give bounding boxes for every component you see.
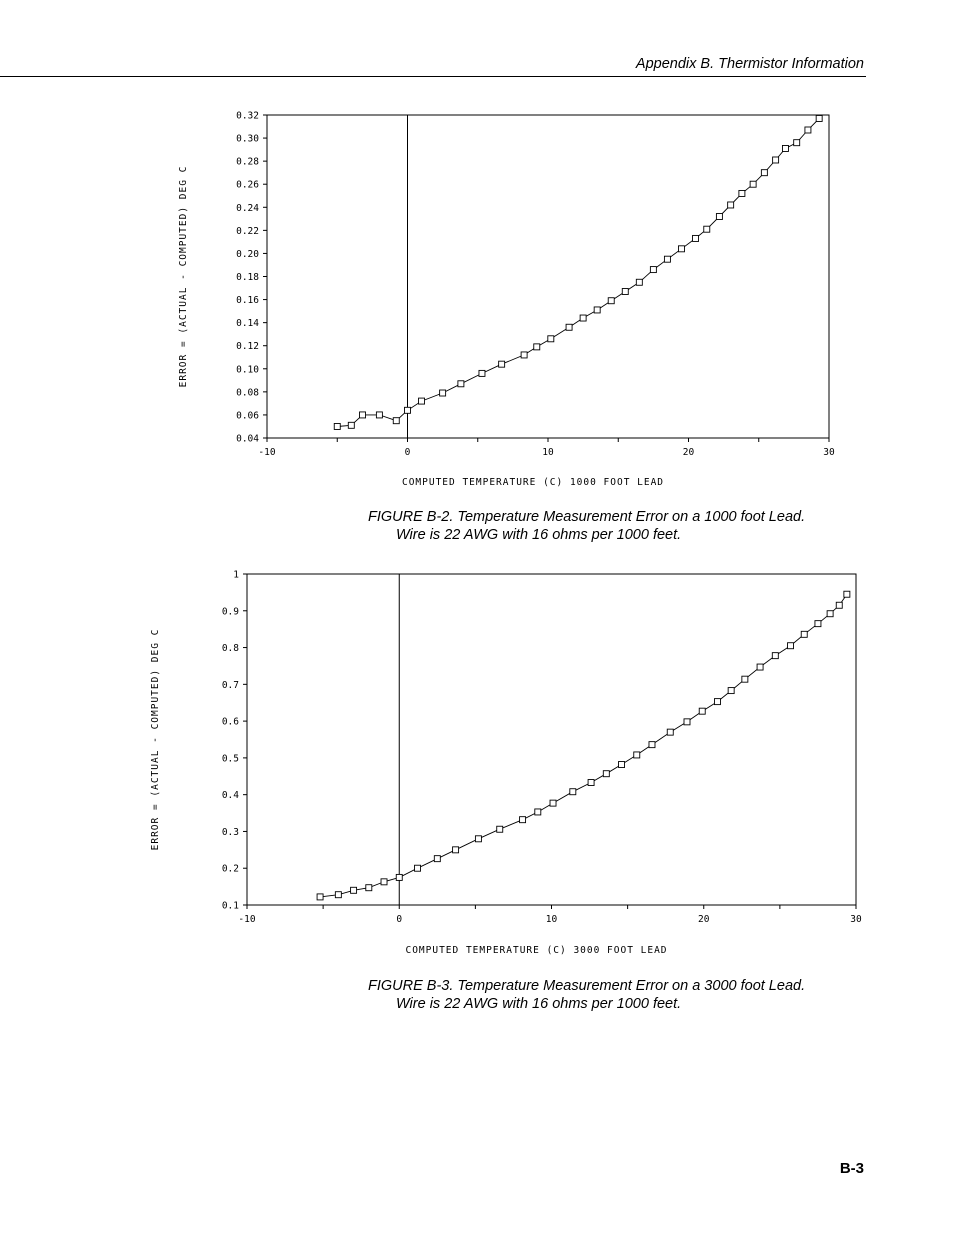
data-point-marker xyxy=(684,719,690,725)
x-tick-label: 30 xyxy=(823,447,835,458)
y-tick-label: 0.22 xyxy=(236,225,259,237)
y-tick-label: 0.16 xyxy=(236,295,259,307)
page-header-title: Appendix B. Thermistor Information xyxy=(635,56,864,72)
data-point-marker xyxy=(815,621,821,627)
data-point-marker xyxy=(550,800,556,806)
y-tick-label: 0.30 xyxy=(236,133,259,145)
data-point-marker xyxy=(649,742,655,748)
data-point-marker xyxy=(434,856,440,862)
y-tick-label: 1 xyxy=(233,569,239,581)
x-tick-label: 30 xyxy=(850,914,862,925)
x-axis-label: COMPUTED TEMPERATURE (C) 1000 FOOT LEAD xyxy=(401,477,665,488)
data-point-marker xyxy=(827,611,833,617)
data-point-marker xyxy=(415,865,421,871)
figure-b2-caption-line2: Wire is 22 AWG with 16 ohms per 1000 feet. xyxy=(396,527,682,543)
y-tick-label: 0.08 xyxy=(236,387,259,399)
y-tick-label: 0.20 xyxy=(236,248,259,260)
data-point-marker xyxy=(335,892,341,898)
data-point-marker xyxy=(351,887,357,893)
y-axis-label: ERROR = (ACTUAL - COMPUTED) DEG C xyxy=(150,628,161,851)
figure-b3-caption-line1: FIGURE B-3. Temperature Measurement Error on a 3000 foot Lead. xyxy=(368,978,806,994)
y-tick-label: 0.1 xyxy=(221,900,239,912)
figure-b2-caption-line1: FIGURE B-2. Temperature Measurement Error on a 1000 foot Lead. xyxy=(368,509,806,525)
y-tick-label: 0.26 xyxy=(236,179,259,191)
y-tick-label: 0.12 xyxy=(236,341,259,353)
figure-b3-caption-line2: Wire is 22 AWG with 16 ohms per 1000 feet. xyxy=(396,996,682,1012)
data-point-marker xyxy=(801,631,807,637)
y-tick-label: 0.06 xyxy=(236,410,259,422)
data-point-marker xyxy=(772,653,778,659)
x-tick-label: 0 xyxy=(404,447,411,458)
data-point-marker xyxy=(788,643,794,649)
data-point-marker xyxy=(619,762,625,768)
data-point-marker xyxy=(453,847,459,853)
data-point-marker xyxy=(317,894,323,900)
y-axis-label: ERROR = (ACTUAL - COMPUTED) DEG C xyxy=(178,165,189,388)
data-point-marker xyxy=(836,602,842,608)
data-point-marker xyxy=(366,885,372,891)
y-tick-label: 0.3 xyxy=(221,826,239,838)
y-tick-label: 0.4 xyxy=(221,790,239,802)
data-point-marker xyxy=(742,676,748,682)
data-point-marker xyxy=(520,817,526,823)
data-point-marker xyxy=(728,688,734,694)
y-tick-label: 0.14 xyxy=(236,318,259,330)
data-point-marker xyxy=(570,789,576,795)
data-point-marker xyxy=(634,752,640,758)
data-point-marker xyxy=(757,664,763,670)
data-point-marker xyxy=(475,836,481,842)
x-tick-label: 10 xyxy=(542,447,554,458)
y-tick-label: 0.8 xyxy=(221,643,239,655)
data-point-marker xyxy=(396,874,402,880)
data-point-marker xyxy=(588,780,594,786)
y-tick-label: 0.18 xyxy=(236,272,259,283)
data-point-marker xyxy=(714,699,720,705)
y-tick-label: 0.9 xyxy=(221,606,239,618)
x-tick-label: -10 xyxy=(238,914,256,925)
x-tick-label: -10 xyxy=(258,447,276,458)
data-point-marker xyxy=(497,826,503,832)
y-tick-label: 0.10 xyxy=(236,364,259,376)
y-tick-label: 0.04 xyxy=(236,433,259,445)
plot-frame xyxy=(247,574,856,905)
data-point-marker xyxy=(699,708,705,714)
y-tick-label: 0.28 xyxy=(236,156,259,168)
y-tick-label: 0.7 xyxy=(221,679,239,691)
x-axis-label: COMPUTED TEMPERATURE (C) 3000 FOOT LEAD xyxy=(405,945,668,956)
data-point-marker xyxy=(603,771,609,777)
page-number: B-3 xyxy=(839,1160,864,1177)
y-tick-label: 0.24 xyxy=(236,202,259,214)
y-tick-label: 0.6 xyxy=(221,716,239,728)
figure-b3-caption xyxy=(368,977,805,1013)
y-tick-label: 0.32 xyxy=(236,110,259,122)
data-point-marker xyxy=(381,879,387,885)
data-point-marker xyxy=(667,729,673,735)
x-tick-label: 10 xyxy=(545,914,558,925)
x-tick-label: 20 xyxy=(682,447,695,458)
y-tick-label: 0.2 xyxy=(221,863,239,875)
x-tick-label: 0 xyxy=(396,914,403,925)
data-point-marker xyxy=(844,591,850,597)
y-tick-label: 0.5 xyxy=(221,753,239,765)
data-point-marker xyxy=(535,809,541,815)
x-tick-label: 20 xyxy=(698,914,710,925)
